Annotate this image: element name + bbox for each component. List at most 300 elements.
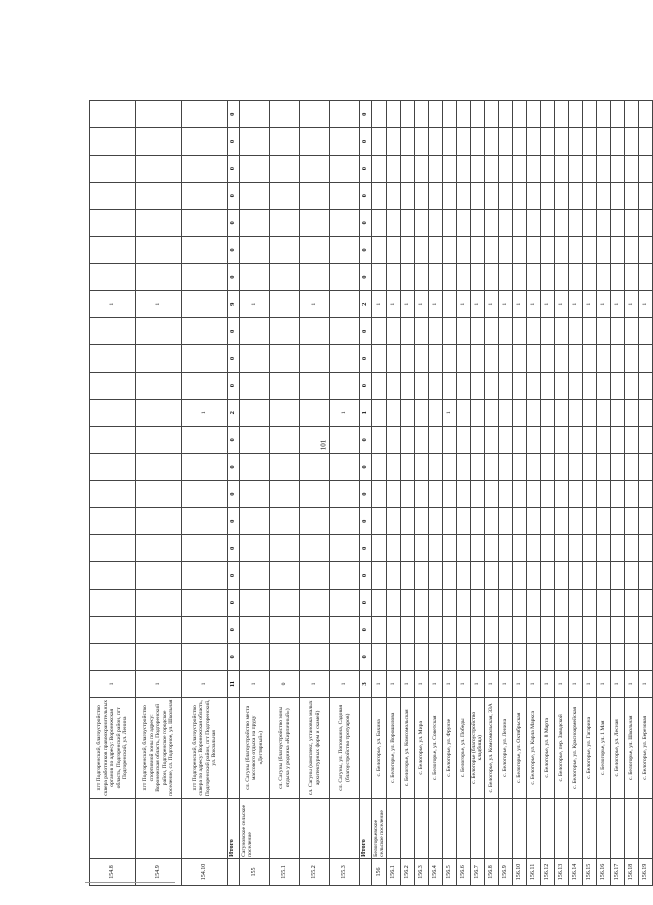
row-value (582, 345, 596, 372)
row-value (568, 481, 582, 508)
row-value (526, 236, 540, 263)
row-value (582, 535, 596, 562)
row-value (638, 128, 652, 155)
row-value (582, 589, 596, 616)
row-value (414, 372, 428, 399)
row-value: 1 (526, 291, 540, 318)
row-value (596, 182, 610, 209)
row-value (90, 128, 136, 155)
row-value (498, 155, 512, 182)
row-value (540, 399, 554, 426)
row-value (386, 508, 400, 535)
row-value (372, 155, 387, 182)
row-value: 1 (610, 291, 624, 318)
row-value (182, 236, 228, 263)
row-value (456, 535, 470, 562)
row-value (428, 535, 442, 562)
row-value (182, 508, 228, 535)
row-value (300, 399, 330, 426)
row-value (300, 264, 330, 291)
row-value (442, 562, 456, 589)
row-value: 1 (414, 670, 428, 697)
row-group (610, 798, 624, 858)
row-value (470, 643, 484, 670)
row-value (638, 345, 652, 372)
row-value (90, 589, 136, 616)
row-value (240, 372, 270, 399)
table-row (624, 101, 638, 886)
row-value (182, 155, 228, 182)
row-value (386, 209, 400, 236)
row-value (484, 209, 498, 236)
row-value (526, 101, 540, 128)
row-value (568, 535, 582, 562)
row-value (240, 345, 270, 372)
table-row (300, 101, 330, 886)
row-description: с. Белогорье, пер. Заводской (554, 698, 568, 799)
row-value (568, 426, 582, 453)
row-value (182, 101, 228, 128)
row-value: 0 (228, 643, 240, 670)
row-value (240, 318, 270, 345)
row-value (414, 481, 428, 508)
table-row (554, 101, 568, 886)
row-value: 1 (372, 291, 387, 318)
row-value (414, 508, 428, 535)
row-value (484, 345, 498, 372)
row-value (610, 182, 624, 209)
row-value (442, 264, 456, 291)
row-value (414, 426, 428, 453)
row-value: 1 (582, 670, 596, 697)
row-group (596, 798, 610, 858)
row-value: 0 (228, 372, 240, 399)
row-code: 155.1 (270, 858, 300, 885)
row-value (300, 508, 330, 535)
row-value (498, 101, 512, 128)
row-code: 156.17 (610, 858, 624, 885)
row-value (610, 508, 624, 535)
row-code: 155.3 (330, 858, 360, 885)
row-value (554, 589, 568, 616)
row-value (136, 535, 182, 562)
row-value (136, 372, 182, 399)
row-value (270, 291, 300, 318)
row-value (330, 209, 360, 236)
table-row (456, 101, 470, 886)
row-value: 1 (456, 670, 470, 697)
table-row (526, 101, 540, 886)
row-value (456, 562, 470, 589)
row-value (540, 643, 554, 670)
row-value (414, 128, 428, 155)
row-value (330, 155, 360, 182)
row-value (182, 372, 228, 399)
row-value (596, 508, 610, 535)
row-value (428, 209, 442, 236)
row-value (596, 155, 610, 182)
row-value (386, 426, 400, 453)
row-value (182, 481, 228, 508)
row-value (386, 643, 400, 670)
row-value (540, 453, 554, 480)
row-value (512, 345, 526, 372)
row-group (90, 798, 136, 858)
row-value (428, 318, 442, 345)
row-code: 156.14 (568, 858, 582, 885)
row-value (400, 616, 414, 643)
row-value (498, 481, 512, 508)
row-value (90, 101, 136, 128)
row-value (512, 318, 526, 345)
row-value (498, 318, 512, 345)
row-value: 1 (484, 291, 498, 318)
row-value (610, 236, 624, 263)
row-value (414, 589, 428, 616)
row-value (300, 453, 330, 480)
row-description: с. Белогорье, ул. Березовая (638, 698, 652, 799)
row-value (582, 372, 596, 399)
row-value (568, 264, 582, 291)
row-value (386, 345, 400, 372)
row-value (240, 155, 270, 182)
row-value (484, 264, 498, 291)
row-value (428, 481, 442, 508)
row-value (270, 264, 300, 291)
row-value (484, 481, 498, 508)
row-value (386, 399, 400, 426)
row-value (610, 589, 624, 616)
row-value (330, 589, 360, 616)
row-value (512, 182, 526, 209)
row-value (554, 643, 568, 670)
table-row (270, 101, 300, 886)
row-value (484, 318, 498, 345)
row-value (512, 643, 526, 670)
data-table (89, 100, 653, 886)
row-value (484, 101, 498, 128)
row-value (512, 155, 526, 182)
row-value (330, 481, 360, 508)
row-value (512, 399, 526, 426)
row-value (442, 155, 456, 182)
row-value (182, 453, 228, 480)
row-value (624, 616, 638, 643)
row-value (90, 345, 136, 372)
row-group (386, 798, 400, 858)
row-value (400, 264, 414, 291)
row-value: 1 (568, 670, 582, 697)
row-description: с. Белогорье, ул. Комсомольская, 33А (484, 698, 498, 799)
row-value (330, 562, 360, 589)
row-code: 156.5 (442, 858, 456, 885)
row-value (484, 182, 498, 209)
row-value: 0 (360, 616, 372, 643)
row-group (330, 798, 360, 858)
row-value (90, 236, 136, 263)
row-value (498, 643, 512, 670)
row-value (470, 209, 484, 236)
row-group (414, 798, 428, 858)
row-value (270, 643, 300, 670)
row-value: 0 (228, 562, 240, 589)
row-value (456, 345, 470, 372)
row-value (540, 155, 554, 182)
row-value: 1 (540, 291, 554, 318)
row-group (456, 798, 470, 858)
row-value (610, 155, 624, 182)
row-value (442, 453, 456, 480)
row-group (568, 798, 582, 858)
row-value (582, 426, 596, 453)
row-value: 1 (442, 670, 456, 697)
row-value (414, 535, 428, 562)
row-code: 156.1 (386, 858, 400, 885)
row-value (330, 426, 360, 453)
row-value (610, 426, 624, 453)
row-value (456, 128, 470, 155)
row-value: 0 (228, 236, 240, 263)
row-value: 1 (182, 670, 228, 697)
row-description (360, 698, 372, 799)
row-value (136, 236, 182, 263)
row-value (470, 453, 484, 480)
row-value (526, 481, 540, 508)
row-value (610, 318, 624, 345)
row-value (136, 345, 182, 372)
row-value (456, 426, 470, 453)
row-value (428, 643, 442, 670)
row-value (638, 562, 652, 589)
row-value (638, 643, 652, 670)
row-value (240, 643, 270, 670)
row-value (456, 616, 470, 643)
row-value (300, 345, 330, 372)
row-value (512, 209, 526, 236)
table-row (540, 101, 554, 886)
row-value (568, 209, 582, 236)
row-description: с. Белогорье, ул. Ворошилова (386, 698, 400, 799)
row-value (456, 101, 470, 128)
row-value (400, 155, 414, 182)
row-value (428, 182, 442, 209)
row-value (526, 562, 540, 589)
row-value (526, 589, 540, 616)
row-code: 156.11 (526, 858, 540, 885)
row-value (554, 399, 568, 426)
row-value (240, 481, 270, 508)
row-value: 0 (360, 318, 372, 345)
row-value (414, 155, 428, 182)
row-value (540, 535, 554, 562)
row-value (400, 345, 414, 372)
row-value (400, 643, 414, 670)
row-value (526, 399, 540, 426)
row-value (300, 643, 330, 670)
row-value (526, 372, 540, 399)
row-code: 154.8 (90, 858, 136, 885)
row-value (610, 101, 624, 128)
row-value (484, 372, 498, 399)
row-value (270, 101, 300, 128)
row-value (456, 643, 470, 670)
row-value (568, 155, 582, 182)
row-value (300, 209, 330, 236)
row-value: 2 (228, 399, 240, 426)
row-value: 0 (360, 481, 372, 508)
row-value: 1 (386, 291, 400, 318)
row-value (596, 345, 610, 372)
row-value (330, 643, 360, 670)
row-value (270, 616, 300, 643)
row-value (270, 589, 300, 616)
table-row (484, 101, 498, 886)
row-value (498, 589, 512, 616)
row-value (400, 453, 414, 480)
row-value (526, 209, 540, 236)
row-value (582, 616, 596, 643)
row-value (568, 399, 582, 426)
row-value (498, 209, 512, 236)
row-value (554, 481, 568, 508)
row-value (442, 209, 456, 236)
row-value (554, 155, 568, 182)
row-value: 0 (360, 562, 372, 589)
row-value: 1 (90, 670, 136, 697)
row-group (428, 798, 442, 858)
row-value (624, 453, 638, 480)
row-value (372, 264, 387, 291)
row-value (428, 236, 442, 263)
row-value (136, 209, 182, 236)
row-value (372, 236, 387, 263)
row-value (182, 643, 228, 670)
row-value (596, 372, 610, 399)
row-value (414, 399, 428, 426)
row-value (386, 264, 400, 291)
row-value (136, 508, 182, 535)
row-value (470, 345, 484, 372)
row-value (624, 182, 638, 209)
row-value (554, 209, 568, 236)
row-code: 156.18 (624, 858, 638, 885)
row-value (386, 155, 400, 182)
row-value: 1 (90, 291, 136, 318)
row-code: 155.2 (300, 858, 330, 885)
row-value (596, 236, 610, 263)
row-value: 1 (414, 291, 428, 318)
row-code: 156.12 (540, 858, 554, 885)
row-value (624, 399, 638, 426)
row-value (484, 535, 498, 562)
row-value (386, 236, 400, 263)
row-value (540, 264, 554, 291)
row-group (300, 798, 330, 858)
row-value: 0 (228, 264, 240, 291)
row-description (228, 698, 240, 799)
row-value (136, 589, 182, 616)
row-value (568, 589, 582, 616)
row-value (554, 562, 568, 589)
row-value (470, 426, 484, 453)
row-value (470, 236, 484, 263)
row-value (300, 372, 330, 399)
row-value (596, 318, 610, 345)
row-value (512, 101, 526, 128)
table-row (386, 101, 400, 886)
table-row (182, 101, 228, 886)
row-value (540, 182, 554, 209)
row-value (456, 155, 470, 182)
rotated-table-frame (89, 100, 649, 886)
row-value (136, 453, 182, 480)
row-value (596, 426, 610, 453)
row-group: Белогорьевское сельское поселение (372, 798, 387, 858)
row-value (554, 264, 568, 291)
row-value (624, 128, 638, 155)
row-value (624, 481, 638, 508)
row-value: 1 (240, 291, 270, 318)
row-value (270, 508, 300, 535)
row-value: 1 (498, 291, 512, 318)
row-value (596, 101, 610, 128)
row-value: 1 (136, 670, 182, 697)
row-group: Сагуновское сельское поселение (240, 798, 270, 858)
row-value (300, 236, 330, 263)
row-value (90, 264, 136, 291)
row-value: 0 (360, 426, 372, 453)
row-group (554, 798, 568, 858)
row-value (400, 535, 414, 562)
row-group (470, 798, 484, 858)
row-value (136, 643, 182, 670)
row-value: 1 (568, 291, 582, 318)
row-value (182, 264, 228, 291)
row-value (568, 508, 582, 535)
row-value (624, 101, 638, 128)
row-description: пгт Подгоренский, благоустройство сквера работников правоохранительных органов по адресу: Воронежская область, Подгоренский район, пгт Подгоренский, ул. Ленина (90, 698, 136, 799)
row-value (610, 372, 624, 399)
row-value (568, 643, 582, 670)
row-value (470, 508, 484, 535)
row-value (540, 426, 554, 453)
row-description: с. Белогорье, ул. Красноармейская (568, 698, 582, 799)
row-value: 1 (136, 291, 182, 318)
row-value (428, 508, 442, 535)
row-value (90, 182, 136, 209)
table-row (136, 101, 182, 886)
row-value (554, 182, 568, 209)
row-description: с. Белогорье, ул. Победы (456, 698, 470, 799)
row-value (372, 535, 387, 562)
row-value: 9 (228, 291, 240, 318)
row-value (512, 562, 526, 589)
row-value (526, 426, 540, 453)
row-value (428, 589, 442, 616)
row-value (240, 101, 270, 128)
row-value (582, 453, 596, 480)
row-description: с. Белогорье, ул. Фрунзе (442, 698, 456, 799)
row-value (300, 182, 330, 209)
row-value: 1 (540, 670, 554, 697)
row-value (136, 318, 182, 345)
row-value (638, 372, 652, 399)
row-value (484, 616, 498, 643)
table-row (596, 101, 610, 886)
row-value (428, 453, 442, 480)
table-total-row (228, 101, 240, 886)
row-value (414, 616, 428, 643)
